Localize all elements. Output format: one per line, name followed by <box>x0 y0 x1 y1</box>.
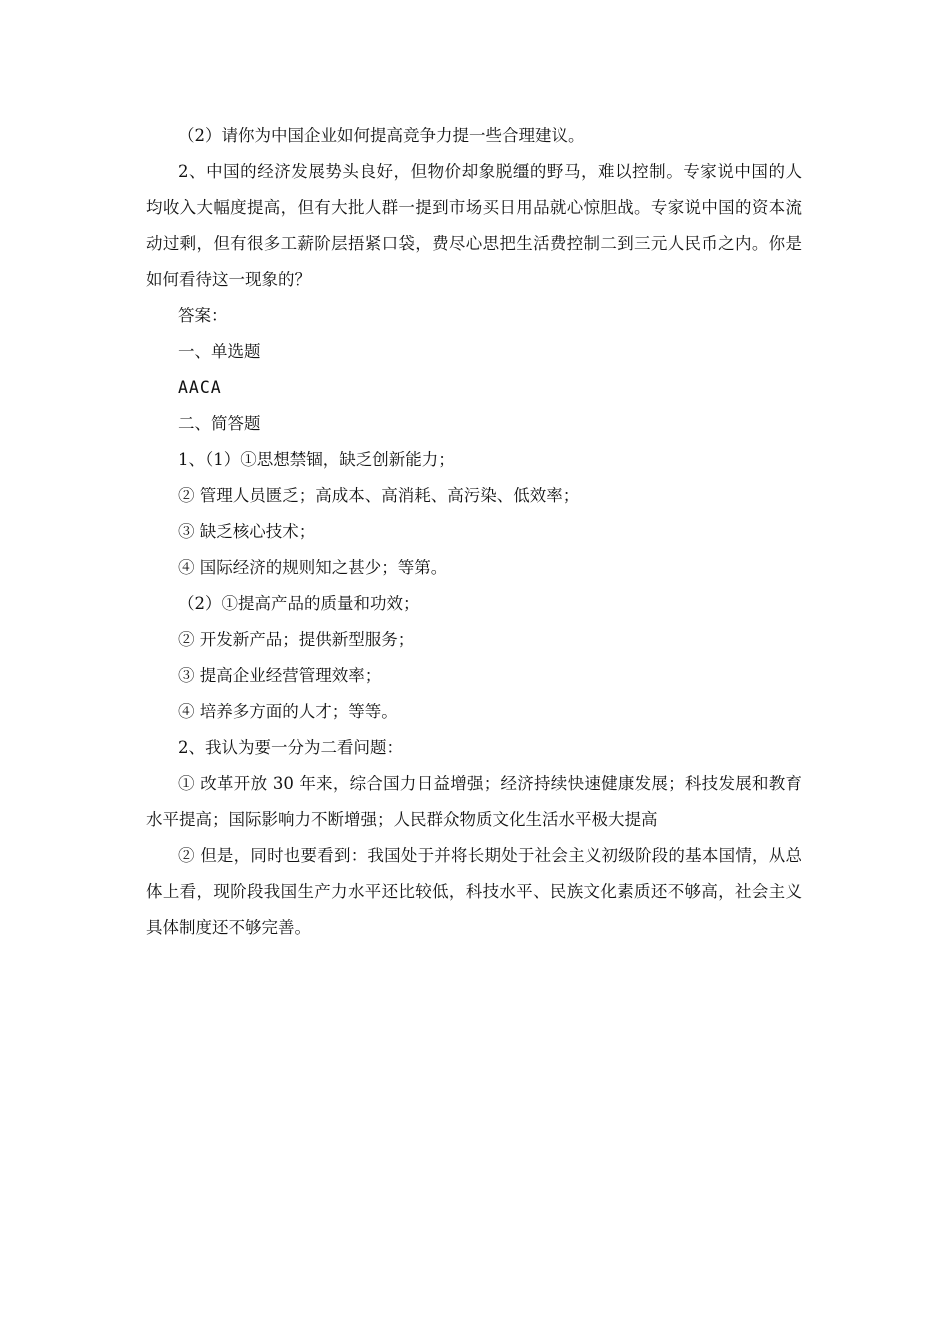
question-2-line-4: 如何看待这一现象的？ <box>146 270 311 289</box>
answer-1-line-1: 1、（1）①思想禁锢，缺乏创新能力； <box>178 450 455 469</box>
answer-1-line-8: ④ 培养多方面的人才；等等。 <box>178 702 398 721</box>
section-2-heading: 二、简答题 <box>178 414 261 433</box>
section-1-answer: AACA <box>178 378 222 397</box>
answer-1-line-2: ② 管理人员匮乏；高成本、高消耗、高污染、低效率； <box>178 486 580 505</box>
answer-2-intro: 2、我认为要一分为二看问题： <box>178 738 403 757</box>
answer-1-line-5: （2）①提高产品的质量和功效； <box>178 594 420 613</box>
answer-1-line-4: ④ 国际经济的规则知之甚少；等第。 <box>178 558 448 577</box>
document-body <box>146 118 802 946</box>
answer-2-point-2-line-2: 体上看，现阶段我国生产力水平还比较低，科技水平、民族文化素质还不够高，社会主义 <box>146 882 802 901</box>
answer-heading: 答案： <box>178 306 228 325</box>
answer-1-line-3: ③ 缺乏核心技术； <box>178 522 316 541</box>
answer-2-point-1-line-1: ① 改革开放 30 年来，综合国力日益增强；经济持续快速健康发展；科技发展和教育 <box>178 774 802 793</box>
answer-2-point-1-line-2: 水平提高；国际影响力不断增强；人民群众物质文化生活水平极大提高 <box>146 810 658 829</box>
section-1-heading: 一、单选题 <box>178 342 261 361</box>
question-2-line-3: 动过剩，但有很多工薪阶层捂紧口袋，费尽心思把生活费控制二到三元人民币之内。你是 <box>146 234 802 253</box>
question-2-line-2: 均收入大幅度提高，但有大批人群一提到市场买日用品就心惊胆战。专家说中国的资本流 <box>146 198 802 217</box>
answer-1-line-6: ② 开发新产品；提供新型服务； <box>178 630 415 649</box>
answer-2-point-2-line-3: 具体制度还不够完善。 <box>146 918 311 937</box>
question-2-line-1: 2、中国的经济发展势头良好，但物价却象脱缰的野马，难以控制。专家说中国的人 <box>178 162 802 181</box>
answer-2-point-2-line-1: ② 但是，同时也要看到：我国处于并将长期处于社会主义初级阶段的基本国情，从总 <box>178 846 802 865</box>
answer-1-line-7: ③ 提高企业经营管理效率； <box>178 666 382 685</box>
question-2-part-2: （2）请你为中国企业如何提高竞争力提一些合理建议。 <box>178 126 585 145</box>
